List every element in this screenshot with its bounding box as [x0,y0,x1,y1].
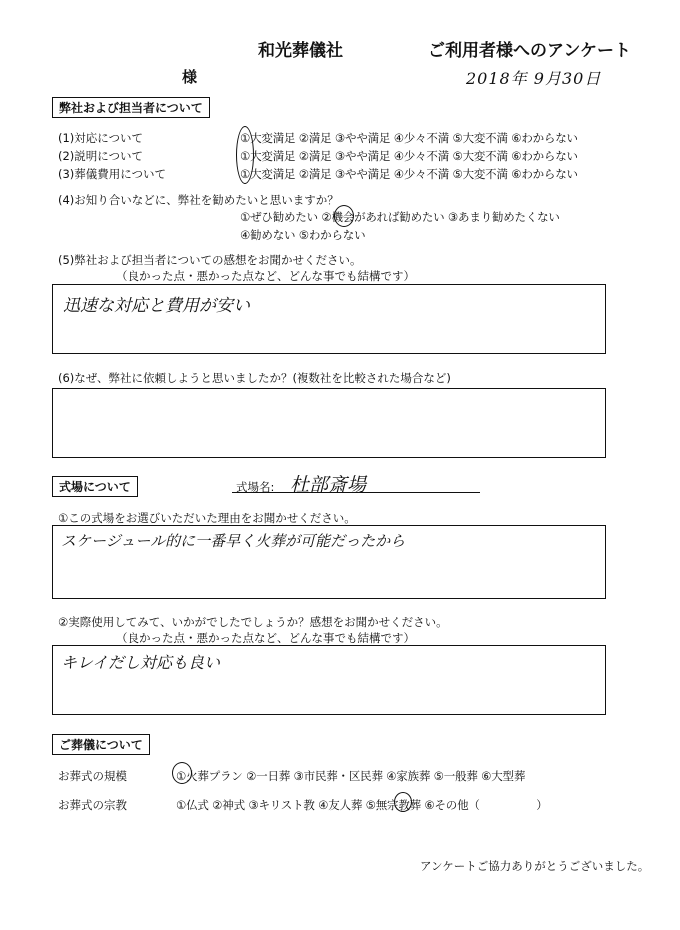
venue-label: 式場名: [236,480,275,494]
q3-options: ①大変満足 ②満足 ③やや満足 ④少々不満 ⑤大変不満 ⑥わからない [240,167,578,181]
venue-value: 杜部斎場 [290,474,367,496]
venue-q1-label: ①この式場をお選びいただいた理由をお聞かせください。 [58,511,356,525]
scale-selection-circle [172,762,192,784]
venue-q1-answer-box [52,525,606,599]
q4-label: (4)お知り合いなどに、弊社を勧めたいと思いますか？ [58,193,339,207]
q5-label: (5)弊社および担当者についての感想をお聞かせください。 [58,253,362,267]
section-title-staff: 弊社および担当者について [52,97,210,118]
section-title-venue: 式場について [52,476,138,497]
company-name: 和光葬儀社 [258,41,343,61]
religion-label: お葬式の宗教 [58,798,127,812]
q4-options-line2: ④勧めない ⑤わからない [240,228,366,242]
survey-title: ご利用者様へのアンケート [428,41,631,61]
venue-q2-label: ②実際使用してみて、いかがでしたでしょうか？感想をお聞かせください。 [58,615,448,629]
venue-underline [232,492,480,493]
religion-selection-circle [394,792,412,812]
thanks-message: アンケートご協力ありがとうございました。 [420,859,650,873]
venue-q2-answer: キレイだし対応も良い [61,653,221,672]
q1-q3-selection-circle [236,126,254,184]
q4-selection-circle [334,205,354,227]
venue-q1-answer: スケージュール的に一番早く火葬が可能だったから [61,532,406,550]
section-title-funeral: ご葬儀について [52,734,150,755]
survey-date: 2018年 9月30日 [466,69,602,88]
scale-options: ①火葬プラン ②一日葬 ③市民葬・区民葬 ④家族葬 ⑤一般葬 ⑥大型葬 [176,769,526,783]
religion-options: ①仏式 ②神式 ③キリスト教 ④友人葬 ⑤無宗教葬 ⑥その他（ ） [176,798,548,812]
q6-label: (6)なぜ、弊社に依頼しようと思いましたか？(複数社を比較された場合など) [58,371,451,385]
q1-label: (1)対応について [58,131,144,145]
q5-answer: 迅速な対応と費用が安い [63,296,250,316]
q5-answer-box [52,284,606,354]
q6-answer-box [52,388,606,458]
q2-options: ①大変満足 ②満足 ③やや満足 ④少々不満 ⑤大変不満 ⑥わからない [240,149,578,163]
q2-label: (2)説明について [58,149,144,163]
q3-label: (3)葬儀費用について [58,167,167,181]
q1-options: ①大変満足 ②満足 ③やや満足 ④少々不満 ⑤大変不満 ⑥わからない [240,131,578,145]
scale-label: お葬式の規模 [58,769,127,783]
addressee-honorific: 様 [182,68,198,86]
venue-q2-answer-box [52,645,606,715]
q5-hint: （良かった点・悪かった点など、どんな事でも結構です） [116,269,415,283]
venue-q2-hint: （良かった点・悪かった点など、どんな事でも結構です） [116,631,415,645]
q4-options-line1: ①ぜひ勧めたい ②機会があれば勧めたい ③あまり勧めたくない [240,210,560,224]
